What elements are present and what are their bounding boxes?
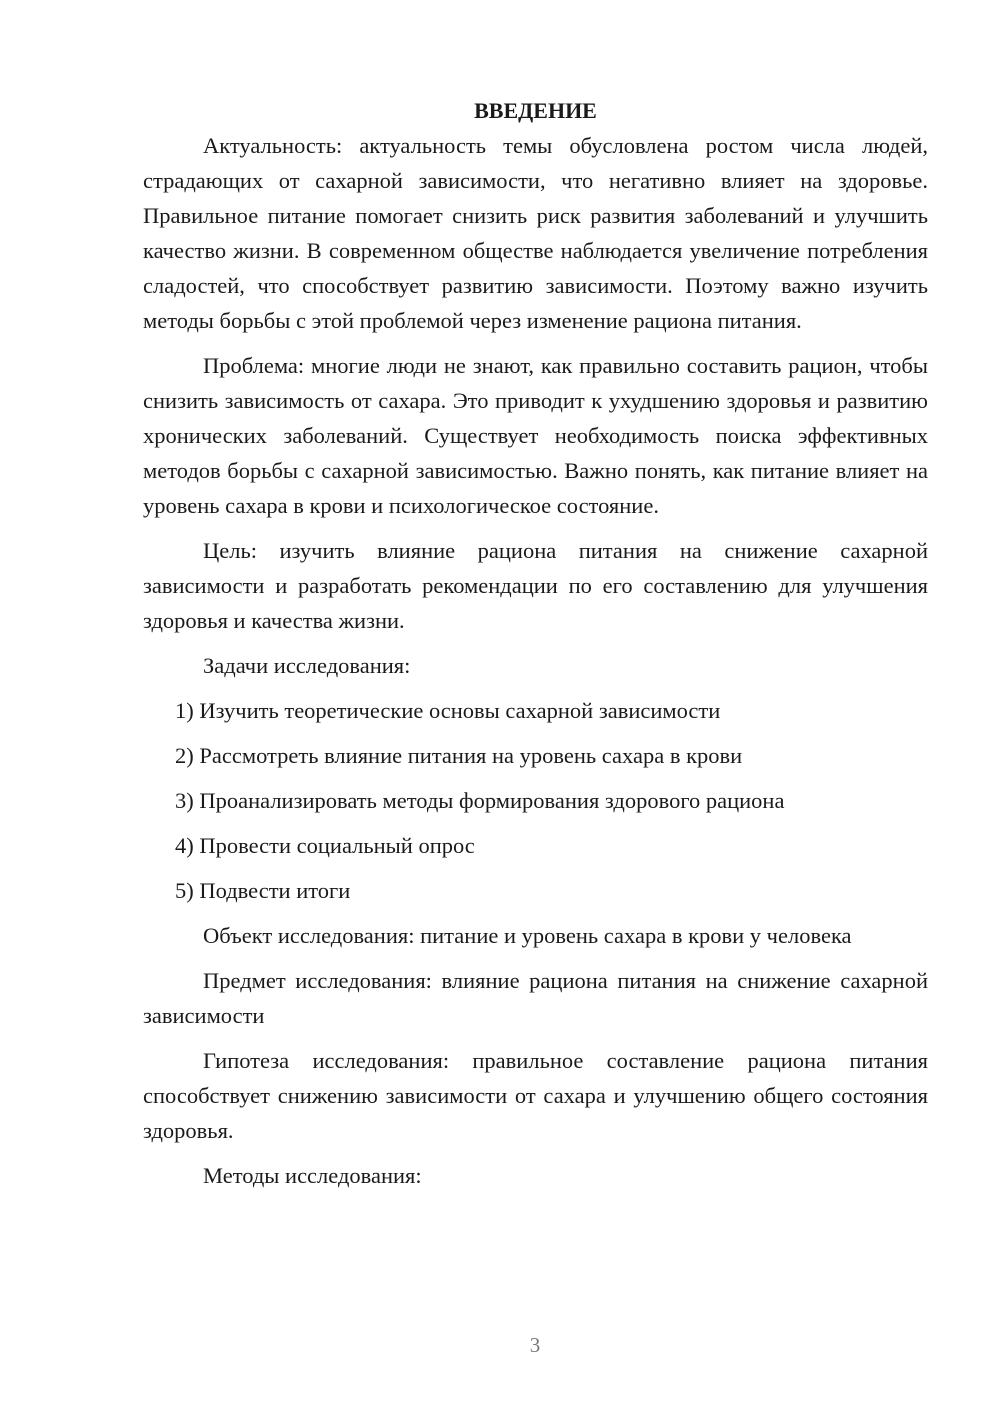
paragraph-object: Объект исследования: питание и уровень сахара в крови у человека	[203, 923, 852, 948]
paragraph-problem: Проблема: многие люди не знают, как правильно составить рацион, чтобы снизить зависимость от сахара. Это приводит к ухудшению здоровья и развитию хронических заболеваний. Существует необходимость поиска эффективных методов борьбы с сахарной зависимостью. Важно понять, как питание влияет на уровень сахара в крови и психологическое состояние.	[143, 353, 928, 518]
list-item: 3) Проанализировать методы формирования здорового рациона	[175, 788, 785, 813]
list-item: 5) Подвести итоги	[175, 878, 351, 903]
page-title: ВВЕДЕНИЕ	[474, 98, 597, 123]
paragraph-methods-heading: Методы исследования:	[203, 1163, 422, 1188]
list-item: 4) Провести социальный опрос	[175, 833, 475, 858]
page-content	[143, 93, 928, 1203]
paragraph-goal: Цель: изучить влияние рациона питания на снижение сахарной зависимости и разработать рекомендации по его составлению для улучшения здоровья и качества жизни.	[143, 538, 928, 633]
paragraph-tasks-heading: Задачи исследования:	[203, 653, 411, 678]
list-item: 2) Рассмотреть влияние питания на уровень сахара в крови	[175, 743, 743, 768]
task-list	[143, 693, 928, 908]
paragraph-hypothesis: Гипотеза исследования: правильное составление рациона питания способствует снижению зависимости от сахара и улучшению общего состояния здоровья.	[143, 1048, 928, 1143]
paragraph-relevance: Актуальность: актуальность темы обусловлена ростом числа людей, страдающих от сахарной зависимости, что негативно влияет на здоровье. Правильное питание помогает снизить риск развития заболеваний и улучшить качество жизни. В современном обществе наблюдается увеличение потребления сладостей, что способствует развитию зависимости. Поэтому важно изучить методы борьбы с этой проблемой через изменение рациона питания.	[143, 133, 928, 333]
paragraph-subject: Предмет исследования: влияние рациона питания на снижение сахарной зависимости	[143, 968, 928, 1028]
page-number: 3	[529, 1333, 541, 1357]
list-item: 1) Изучить теоретические основы сахарной зависимости	[175, 698, 721, 723]
